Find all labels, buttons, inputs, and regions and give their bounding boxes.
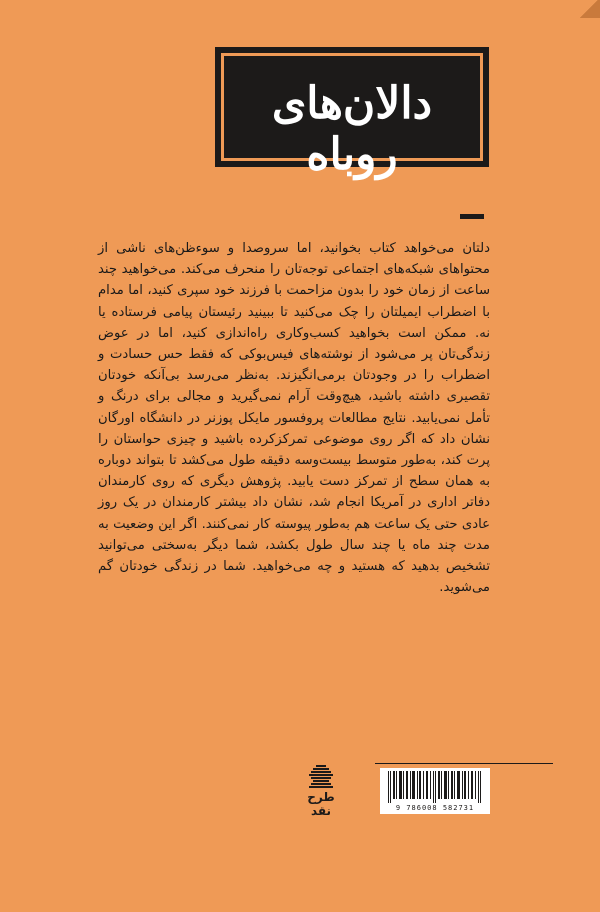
publisher-name: طرح نقد	[307, 790, 335, 818]
title-logo	[215, 47, 489, 180]
title-logo-border	[221, 53, 483, 180]
barcode	[380, 768, 490, 814]
section-divider	[460, 214, 484, 219]
isbn-number: 9 786008 582731	[395, 804, 475, 812]
tower-emblem-icon	[307, 765, 335, 789]
back-cover-blurb: دلتان می‌خواهد کتاب بخوانید، اما سروصدا و سوءظن‌های ناشی از محتواهای شبکه‌های اجتماعی توجه‌تان را منحرف می‌کند. می‌خواهید چند ساعت از زمان خود را بدون مزاحمت با فرزند خود سپری کنید، اما مدام با اضطراب ایمیلتان را چک می‌کنید تا ببینید رئیستان پیامی فرستاده یا نه. ممکن است بخواهید کسب‌وکاری راه‌اندازی کنید، اما در عوض زندگی‌تان پر می‌شود از نوشته‌های فیس‌بوکی که فقط حس حسادت و اضطراب را در وجودتان برمی‌انگیزند. به‌نظر می‌رسد بی‌آنکه خودتان تقصیری داشته باشید، هیچ‌وقت آرام نمی‌گیرید و مجالی برای درنگ و تأمل نمی‌یابید. نتایج مطالعات پروفسور مایکل پوزنر در دانشگاه اورگان نشان داد که اگر روی موضوعی تمرکزکرده باشید و چیزی حواستان را پرت کند، به‌طور متوسط بیست‌وسه دقیقه طول می‌کشد تا بتواند دوباره به همان سطح از تمرکز دست یابید. پژوهش دیگری که روی کارمندان دفاتر اداری در آمریکا انجام شد، نشان داد بیشتر کارمندان در یک روز عادی حتی یک ساعت هم به‌طور پیوسته کار نمی‌کنند. اگر این وضعیت به مدت چند ماه یا چند سال طول بکشد، شما دیگر به‌سختی می‌توانید تشخیص بدهید که هستید و چه می‌خواهید. شما در زندگی خودتان گم می‌شوید.	[98, 241, 490, 596]
page-corner-fold	[578, 0, 600, 18]
barcode-rule	[375, 763, 553, 764]
book-title: دالان‌های روباه	[271, 78, 433, 180]
barcode-bars-icon	[386, 771, 484, 803]
